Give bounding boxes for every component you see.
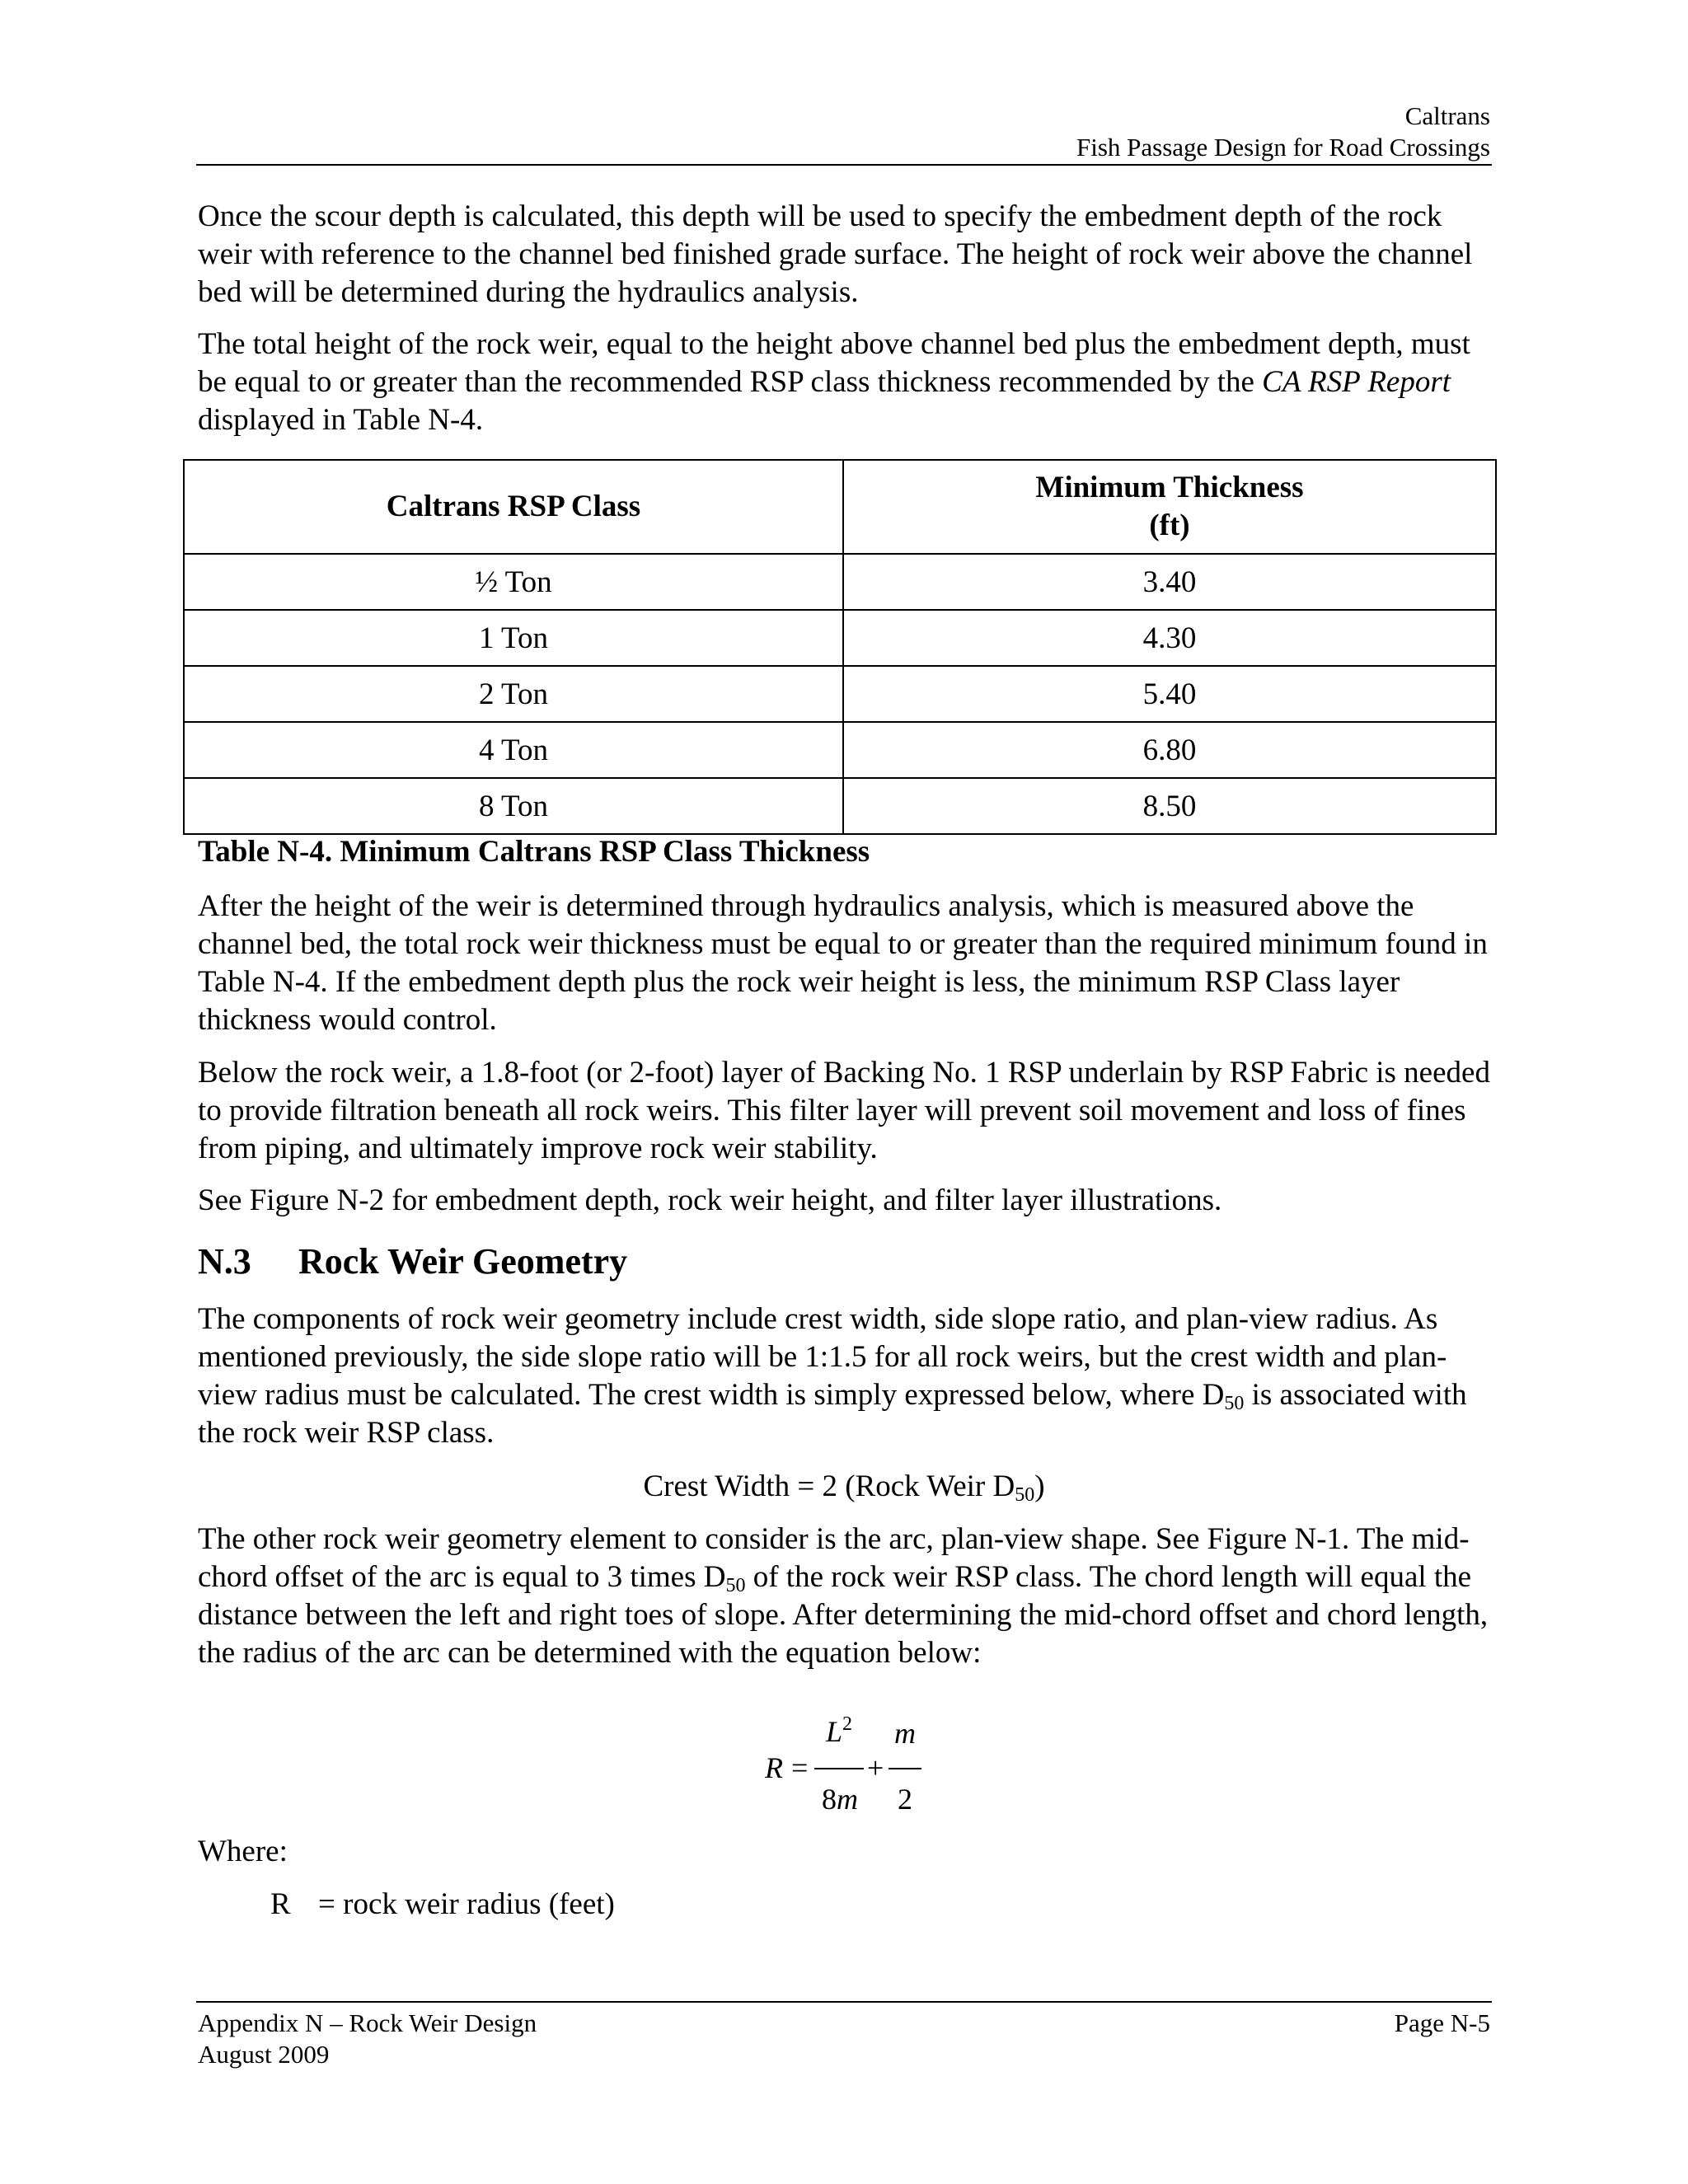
rsp-thickness-table	[183, 459, 1497, 835]
fraction-one-bar	[814, 1768, 864, 1769]
header-title: Fish Passage Design for Road Crossings	[1076, 133, 1490, 162]
table-cell-thickness: 4.30	[843, 610, 1496, 666]
table-row	[184, 554, 1496, 610]
fraction-two-numerator	[889, 1716, 921, 1750]
section-heading	[198, 1240, 627, 1282]
table-row	[184, 778, 1496, 834]
subscript: 50	[1224, 1393, 1245, 1414]
crest-width-equation	[0, 1469, 1688, 1504]
fraction-one	[816, 1714, 862, 1749]
fraction-two-bar	[889, 1768, 921, 1769]
section-title: Rock Weir Geometry	[298, 1241, 628, 1282]
formula-lhs: R	[765, 1751, 783, 1784]
footer-rule	[196, 2001, 1492, 2003]
paragraph-text: The total height of the rock weir, equal to the height above channel bed plus the embedment depth, must be equal to or greater than the recommended RSP class thickness recommended by the	[198, 327, 1470, 399]
column-header-thickness-line1: Minimum Thickness	[1035, 471, 1304, 504]
table-cell-thickness: 8.50	[843, 778, 1496, 834]
table-cell-thickness: 6.80	[843, 722, 1496, 778]
column-header-class: Caltrans RSP Class	[184, 460, 843, 554]
paragraph-text: displayed in Table N-4.	[198, 403, 484, 437]
report-reference: CA RSP Report	[1262, 365, 1451, 399]
denominator-value: 2	[898, 1783, 912, 1816]
table-cell-thickness: 3.40	[843, 554, 1496, 610]
paragraph-total-height	[198, 326, 1496, 439]
fraction-two-denominator	[889, 1782, 921, 1816]
paragraph-figure-reference: See Figure N-2 for embedment depth, rock weir height, and filter layer illustrations.	[198, 1183, 1222, 1217]
footer-appendix: Appendix N – Rock Weir Design	[198, 2008, 537, 2037]
paragraph-scour-depth: Once the scour depth is calculated, this depth will be used to specify the embedment depth of the rock weir with reference to the channel bed finished grade surface. The height of rock weir above the channel bed will be determined during the hydraulics analysis.	[198, 199, 1473, 309]
table-cell-class: ½ Ton	[184, 554, 843, 610]
formula-plus: +	[867, 1751, 884, 1784]
denominator-coefficient: 8	[822, 1783, 837, 1816]
subscript: 50	[725, 1575, 746, 1596]
table-cell-thickness: 5.40	[843, 666, 1496, 722]
paragraph-weir-height: After the height of the weir is determined through hydraulics analysis, which is measured above the channel bed, the total rock weir thickness must be equal to or greater than the required minimum found in Table N-4. If the embedment depth plus the rock weir height is less, the minimum RSP Class layer thickness would control.	[198, 889, 1488, 1037]
fraction-one-numerator	[816, 1714, 862, 1749]
numerator-var: L	[825, 1715, 843, 1748]
table-row	[184, 610, 1496, 666]
header-org: Caltrans	[1404, 101, 1490, 130]
numerator-exponent: 2	[842, 1713, 853, 1735]
formula-equals: =	[791, 1751, 809, 1784]
table-cell-class: 1 Ton	[184, 610, 843, 666]
table-cell-class: 4 Ton	[184, 722, 843, 778]
table-row	[184, 722, 1496, 778]
numerator-var: m	[894, 1717, 916, 1750]
table-row	[184, 666, 1496, 722]
paragraph-text: of the rock weir RSP class. The chord length will equal the distance between the left and right toes of slope. After determining the mid-chord offset and chord length, the radius of the arc can be determined with the equation below:	[198, 1560, 1489, 1670]
section-number: N.3	[198, 1241, 251, 1282]
definition-symbol: R	[270, 1887, 291, 1921]
page-header	[1076, 101, 1490, 163]
column-header-thickness-unit: (ft)	[1149, 509, 1190, 542]
header-rule	[196, 164, 1492, 166]
table-caption: Table N-4. Minimum Caltrans RSP Class Thickness	[198, 835, 870, 869]
denominator-var: m	[837, 1783, 858, 1816]
subscript: 50	[1015, 1484, 1035, 1506]
page-footer-left	[198, 2008, 537, 2070]
table-cell-class: 8 Ton	[184, 778, 843, 834]
definition-item	[270, 1886, 615, 1922]
where-label: Where:	[198, 1835, 288, 1868]
paragraph-filter-layer: Below the rock weir, a 1.8-foot (or 2-foot) layer of Backing No. 1 RSP underlain by RSP Fabric is needed to provide filtration beneath all rock weirs. This filter layer will prevent soil movement and loss of fines from piping, and ultimately improve rock weir stability.	[198, 1056, 1490, 1165]
footer-date: August 2009	[198, 2040, 330, 2069]
column-header-thickness	[843, 460, 1496, 554]
paragraph-text: The components of rock weir geometry include crest width, side slope ratio, and plan-view radius. As mentioned previously, the side slope ratio will be 1:1.5 for all rock weirs, but the crest width and plan-view radius must be calculated. The crest width is simply expressed below, where D	[198, 1302, 1447, 1412]
equation-text: Crest Width = 2 (Rock Weir D	[643, 1469, 1015, 1503]
table-header-row	[184, 460, 1496, 554]
paragraph-geometry-components	[198, 1301, 1496, 1452]
definition-text: = rock weir radius (feet)	[318, 1887, 615, 1921]
paragraph-text: is associated with the rock weir RSP class.	[198, 1378, 1467, 1450]
paragraph-arc-geometry	[198, 1521, 1496, 1672]
page-number: Page N-5	[1394, 2008, 1490, 2037]
paragraph-text: The other rock weir geometry element to consider is the arc, plan-view shape. See Figure N-1. The mid-chord offset of the arc is equal to 3 times D	[198, 1522, 1470, 1594]
fraction-one-denominator	[816, 1782, 864, 1816]
equation-close: )	[1034, 1469, 1045, 1503]
table-cell-class: 2 Ton	[184, 666, 843, 722]
